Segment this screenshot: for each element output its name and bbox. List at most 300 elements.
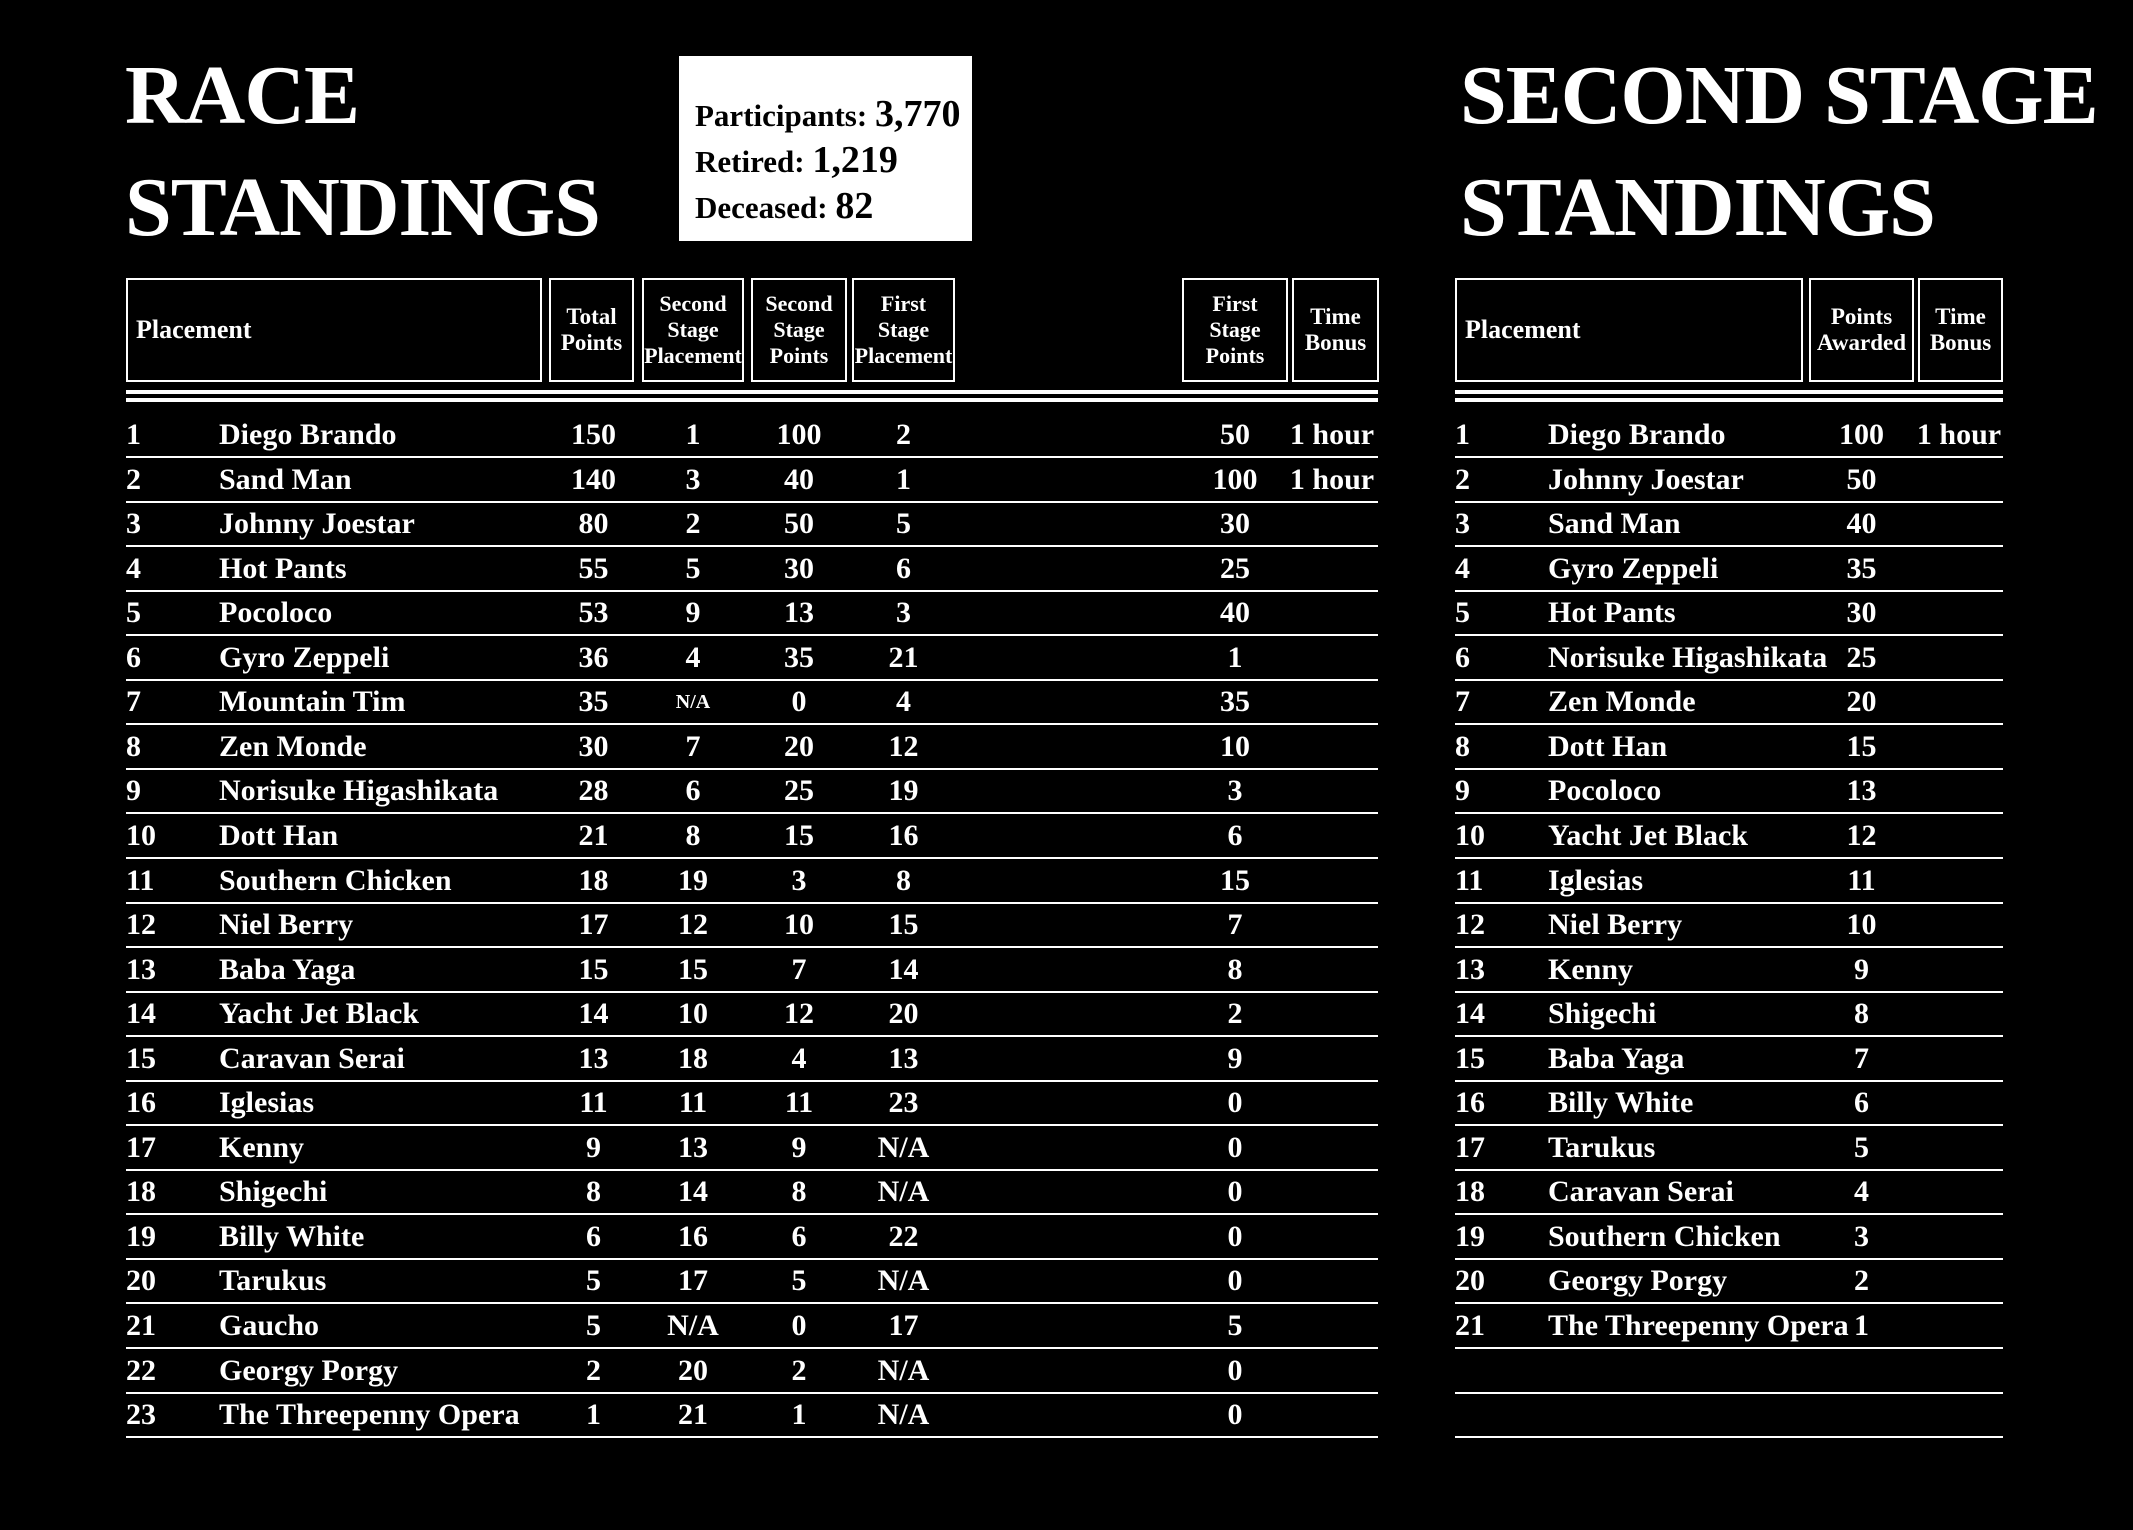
race-title-line-2: STANDINGS (125, 161, 600, 254)
second-stage-cell-time-bonus (1913, 1082, 2005, 1124)
race-cell-rank: 15 (126, 1041, 156, 1075)
second-stage-cell-name: Caravan Serai (1548, 1175, 1734, 1209)
race-cell-total-points: 5 (586, 1264, 601, 1298)
second-stage-cell-rank: 5 (1455, 596, 1470, 630)
race-table-row (126, 1127, 1378, 1171)
second-stage-cell-name: Baba Yaga (1548, 1041, 1685, 1075)
second-stage-cell-time-bonus: 1 hour (1916, 418, 2002, 451)
race-cell-second-stage-placement: 3 (685, 462, 701, 496)
race-cell-name: Yacht Jet Black (219, 997, 419, 1031)
race-cell-second-stage-points: 6 (791, 1219, 807, 1253)
race-cell-first-stage-points: 8 (1227, 952, 1243, 986)
race-cell-first-stage-points: 35 (1220, 685, 1250, 719)
race-cell-second-stage-placement: 16 (678, 1219, 708, 1253)
race-header-first-stage-placement: First Stage Placement (852, 278, 955, 382)
deceased-value: 82 (835, 185, 874, 227)
race-cell-time-bonus (1286, 1127, 1378, 1169)
race-cell-second-stage-points: 30 (784, 551, 814, 585)
race-cell-name: Gyro Zeppeli (219, 640, 390, 674)
second-stage-cell-name: Billy White (1548, 1086, 1694, 1120)
deceased-label: Deceased: (695, 190, 828, 225)
second-stage-cell-time-bonus (1913, 1260, 2005, 1302)
participants-stat (695, 92, 972, 138)
race-cell-rank: 2 (126, 462, 141, 496)
race-cell-name: Norisuke Higashikata (219, 774, 499, 808)
second-stage-table-row (1455, 414, 2003, 458)
race-table-row (126, 1038, 1378, 1082)
second-stage-cell-name: Tarukus (1548, 1130, 1656, 1164)
race-cell-first-stage-placement: 4 (896, 685, 911, 719)
race-cell-second-stage-points: 1 (791, 1398, 807, 1432)
second-stage-table-row (1455, 860, 2003, 904)
race-cell-first-stage-placement: 1 (896, 462, 911, 496)
race-cell-time-bonus (1286, 1305, 1378, 1347)
race-cell-time-bonus: 1 hour (1289, 462, 1375, 496)
race-header-time-bonus: Time Bonus (1292, 278, 1379, 382)
race-cell-rank: 10 (126, 818, 156, 852)
race-cell-rank: 9 (126, 774, 141, 808)
second-stage-cell-points-awarded: 7 (1854, 1041, 1869, 1075)
race-cell-rank: 3 (126, 507, 141, 541)
second-stage-table-row (1455, 548, 2003, 592)
race-cell-rank: 18 (126, 1175, 156, 1209)
second-stage-cell-rank (1455, 1350, 1535, 1392)
second-header-points-awarded: Points Awarded (1809, 278, 1914, 382)
second-stage-cell-rank: 2 (1455, 462, 1470, 496)
race-cell-second-stage-placement: N/A (675, 691, 711, 714)
race-cell-second-stage-points: 10 (784, 908, 814, 942)
race-table-row (126, 503, 1378, 547)
second-stage-cell-name: Shigechi (1548, 997, 1657, 1031)
race-cell-first-stage-placement: 15 (888, 908, 919, 942)
race-cell-name: Billy White (219, 1219, 365, 1253)
race-cell-second-stage-placement: 17 (678, 1264, 708, 1298)
race-cell-rank: 17 (126, 1130, 156, 1164)
race-cell-first-stage-placement: 14 (888, 952, 919, 986)
second-stage-cell-rank: 20 (1455, 1264, 1485, 1298)
race-table-row (126, 1350, 1378, 1394)
race-cell-second-stage-placement: 8 (685, 818, 701, 852)
race-cell-name: Mountain Tim (219, 685, 406, 719)
second-stage-cell-time-bonus (1913, 681, 2005, 723)
retired-stat (695, 138, 972, 184)
race-cell-total-points: 55 (578, 551, 609, 585)
race-cell-time-bonus (1286, 1216, 1378, 1258)
second-stage-cell-rank: 11 (1455, 863, 1484, 897)
second-stage-cell-name: Diego Brando (1548, 418, 1726, 451)
second-stage-cell-name: Hot Pants (1548, 596, 1676, 630)
second-stage-cell-time-bonus (1913, 592, 2005, 634)
race-cell-name: Dott Han (219, 818, 339, 852)
race-cell-total-points: 150 (571, 418, 616, 451)
race-cell-time-bonus (1286, 726, 1378, 768)
second-title-line-1: SECOND STAGE (1460, 49, 2098, 142)
race-cell-first-stage-placement: N/A (877, 1398, 930, 1432)
race-cell-second-stage-placement: 14 (678, 1175, 708, 1209)
race-cell-first-stage-points: 0 (1227, 1353, 1243, 1387)
second-stage-cell-points-awarded: 30 (1846, 596, 1877, 630)
race-cell-first-stage-points: 0 (1227, 1175, 1243, 1209)
second-stage-cell-rank: 21 (1455, 1309, 1485, 1342)
race-stats-box (679, 56, 972, 241)
race-cell-total-points: 18 (578, 863, 609, 897)
race-cell-second-stage-placement: 21 (678, 1398, 708, 1432)
race-cell-second-stage-points: 40 (784, 462, 814, 496)
second-stage-cell-name: Iglesias (1548, 863, 1644, 897)
race-cell-total-points: 80 (578, 507, 609, 541)
race-header-second-stage-points: Second Stage Points (751, 278, 847, 382)
second-stage-cell-points-awarded: 3 (1854, 1219, 1869, 1253)
race-cell-total-points: 30 (578, 729, 609, 763)
race-cell-second-stage-points: 25 (784, 774, 814, 808)
race-cell-second-stage-points: 0 (791, 1309, 807, 1342)
race-table-row (126, 1260, 1378, 1304)
race-cell-second-stage-points: 50 (784, 507, 814, 541)
second-stage-cell-rank (1455, 1394, 1535, 1436)
race-cell-second-stage-points: 11 (784, 1086, 814, 1120)
race-cell-name: Kenny (219, 1130, 305, 1164)
second-stage-cell-rank: 4 (1455, 551, 1470, 585)
race-cell-first-stage-points: 0 (1227, 1219, 1243, 1253)
race-cell-name: Zen Monde (219, 729, 367, 763)
second-stage-cell-time-bonus (1913, 1305, 2005, 1347)
race-cell-time-bonus (1286, 815, 1378, 857)
race-cell-total-points: 13 (578, 1041, 609, 1075)
race-cell-second-stage-points: 20 (784, 729, 814, 763)
race-cell-total-points: 2 (586, 1353, 601, 1387)
race-cell-first-stage-points: 15 (1220, 863, 1250, 897)
race-cell-first-stage-points: 5 (1227, 1309, 1243, 1342)
race-cell-total-points: 14 (578, 997, 609, 1031)
second-stage-cell-time-bonus (1913, 1038, 2005, 1080)
race-cell-name: Hot Pants (219, 551, 347, 585)
second-stage-table-row (1455, 681, 2003, 725)
race-cell-first-stage-points: 7 (1227, 908, 1243, 942)
race-cell-second-stage-placement: 9 (685, 596, 701, 630)
race-cell-first-stage-placement: 2 (896, 418, 911, 451)
race-cell-total-points: 11 (579, 1086, 608, 1120)
second-stage-cell-name: Zen Monde (1548, 685, 1696, 719)
race-cell-first-stage-placement: 5 (896, 507, 911, 541)
race-table-row (126, 592, 1378, 636)
second-stage-cell-name: Sand Man (1548, 507, 1681, 541)
race-cell-second-stage-placement: 10 (678, 997, 708, 1031)
race-cell-second-stage-placement: 1 (685, 418, 701, 451)
race-cell-name: Pocoloco (219, 596, 333, 630)
race-cell-first-stage-placement: N/A (877, 1353, 930, 1387)
second-stage-table-row (1455, 1305, 2003, 1349)
race-cell-name: Caravan Serai (219, 1041, 405, 1075)
race-table-row (126, 770, 1378, 814)
race-cell-first-stage-points: 9 (1227, 1041, 1243, 1075)
race-cell-second-stage-points: 12 (784, 997, 814, 1031)
second-stage-cell-time-bonus (1913, 1216, 2005, 1258)
race-cell-name: Georgy Porgy (219, 1353, 399, 1387)
race-cell-first-stage-placement: N/A (877, 1130, 930, 1164)
race-table-row (126, 681, 1378, 725)
race-table-row (126, 459, 1378, 503)
second-stage-cell-name: Norisuke Higashikata (1548, 640, 1828, 674)
race-cell-name: Southern Chicken (219, 863, 452, 897)
race-cell-first-stage-placement: 12 (888, 729, 919, 763)
second-stage-cell-time-bonus (1913, 949, 2005, 991)
race-cell-rank: 22 (126, 1353, 156, 1387)
deceased-stat (695, 184, 972, 230)
race-cell-first-stage-placement: 8 (896, 863, 911, 897)
race-table-row (126, 548, 1378, 592)
race-table-row (126, 904, 1378, 948)
race-cell-name: Sand Man (219, 462, 352, 496)
race-cell-second-stage-placement: 7 (685, 729, 701, 763)
race-cell-second-stage-points: 100 (776, 418, 822, 451)
second-stage-cell-time-bonus (1913, 815, 2005, 857)
second-header-placement: Placement (1455, 278, 1803, 382)
race-header-rule-top (126, 390, 1378, 394)
race-cell-name: Shigechi (219, 1175, 328, 1209)
race-cell-second-stage-placement: N/A (667, 1309, 719, 1342)
second-stage-cell-points-awarded: 5 (1854, 1130, 1869, 1164)
second-stage-cell-points-awarded: 11 (1847, 863, 1876, 897)
race-cell-rank: 11 (126, 863, 155, 897)
race-cell-second-stage-points: 0 (791, 685, 807, 719)
race-table-row (126, 1082, 1378, 1126)
race-header-total-points: Total Points (549, 278, 634, 382)
second-stage-cell-points-awarded: 4 (1854, 1175, 1869, 1209)
second-stage-cell-rank: 10 (1455, 818, 1485, 852)
race-cell-first-stage-points: 2 (1227, 997, 1243, 1031)
race-cell-first-stage-points: 0 (1227, 1086, 1243, 1120)
second-stage-cell-time-bonus (1913, 1350, 2005, 1392)
race-cell-first-stage-points: 30 (1220, 507, 1250, 541)
second-stage-cell-rank: 12 (1455, 908, 1485, 942)
race-cell-rank: 8 (126, 729, 141, 763)
second-stage-cell-rank: 17 (1455, 1130, 1485, 1164)
race-cell-time-bonus (1286, 548, 1378, 590)
race-title-line-1: RACE (125, 49, 360, 142)
race-cell-first-stage-placement: 21 (888, 640, 919, 674)
race-cell-second-stage-points: 13 (784, 596, 814, 630)
second-stage-cell-time-bonus (1913, 503, 2005, 545)
second-stage-table-row (1455, 1082, 2003, 1126)
race-cell-name: Diego Brando (219, 418, 397, 451)
second-stage-cell-points-awarded: 15 (1846, 729, 1877, 763)
race-cell-time-bonus (1286, 637, 1378, 679)
race-cell-total-points: 5 (586, 1309, 601, 1342)
second-stage-table-row (1455, 637, 2003, 681)
second-stage-table-row (1455, 770, 2003, 814)
race-cell-second-stage-placement: 4 (685, 640, 701, 674)
race-cell-time-bonus (1286, 1260, 1378, 1302)
race-cell-second-stage-placement: 5 (685, 551, 701, 585)
second-stage-table-row (1455, 1171, 2003, 1215)
second-stage-cell-time-bonus (1913, 904, 2005, 946)
second-stage-table-row (1455, 949, 2003, 993)
second-stage-table-row (1455, 1350, 2003, 1394)
race-cell-time-bonus (1286, 503, 1378, 545)
race-cell-time-bonus (1286, 592, 1378, 634)
race-cell-time-bonus (1286, 1350, 1378, 1392)
second-stage-table-row (1455, 904, 2003, 948)
race-cell-rank: 1 (126, 418, 141, 451)
second-stage-cell-time-bonus (1913, 770, 2005, 812)
race-table-row (126, 993, 1378, 1037)
race-header-placement: Placement (126, 278, 542, 382)
second-stage-table-row (1455, 1127, 2003, 1171)
race-cell-second-stage-points: 2 (791, 1353, 807, 1387)
race-cell-name: The Threepenny Opera (219, 1398, 520, 1432)
race-cell-first-stage-points: 6 (1227, 818, 1243, 852)
race-cell-first-stage-points: 1 (1227, 640, 1243, 674)
second-stage-cell-rank: 18 (1455, 1175, 1485, 1209)
race-cell-rank: 21 (126, 1309, 156, 1342)
race-cell-second-stage-placement: 11 (678, 1086, 708, 1120)
second-stage-cell-points-awarded (1809, 1350, 1914, 1392)
race-cell-first-stage-placement: 16 (888, 818, 919, 852)
race-cell-total-points: 28 (578, 774, 609, 808)
race-table-row (126, 1216, 1378, 1260)
second-stage-cell-rank: 16 (1455, 1086, 1485, 1120)
race-cell-rank: 19 (126, 1219, 156, 1253)
second-stage-cell-points-awarded: 8 (1854, 997, 1869, 1031)
race-table-row (126, 1171, 1378, 1215)
race-cell-time-bonus (1286, 1394, 1378, 1436)
race-cell-first-stage-placement: 23 (888, 1086, 919, 1120)
race-cell-second-stage-points: 4 (791, 1041, 807, 1075)
second-stage-cell-points-awarded: 12 (1846, 818, 1877, 852)
race-cell-time-bonus (1286, 904, 1378, 946)
race-cell-first-stage-placement: 22 (888, 1219, 919, 1253)
second-stage-cell-rank: 8 (1455, 729, 1470, 763)
second-stage-cell-time-bonus (1913, 993, 2005, 1035)
race-cell-total-points: 21 (578, 818, 609, 852)
second-stage-cell-rank: 15 (1455, 1041, 1485, 1075)
second-stage-cell-rank: 1 (1455, 418, 1470, 451)
second-stage-cell-rank: 14 (1455, 997, 1485, 1031)
second-stage-table-row (1455, 815, 2003, 859)
race-cell-first-stage-points: 3 (1227, 774, 1243, 808)
second-stage-table-row (1455, 1260, 2003, 1304)
race-cell-total-points: 1 (586, 1398, 601, 1432)
race-cell-second-stage-points: 3 (791, 863, 807, 897)
second-stage-cell-points-awarded: 25 (1846, 640, 1877, 674)
second-stage-cell-name: Pocoloco (1548, 774, 1662, 808)
second-stage-cell-time-bonus (1913, 1127, 2005, 1169)
second-stage-cell-points-awarded (1809, 1394, 1914, 1436)
second-stage-cell-name: The Threepenny Opera (1548, 1309, 1849, 1342)
second-stage-cell-name: Southern Chicken (1548, 1219, 1781, 1253)
second-stage-cell-points-awarded: 13 (1846, 774, 1877, 808)
retired-label: Retired: (695, 144, 805, 179)
second-stage-table-row (1455, 726, 2003, 770)
second-stage-cell-rank: 3 (1455, 507, 1470, 541)
race-cell-first-stage-placement: N/A (877, 1175, 930, 1209)
race-cell-second-stage-points: 5 (791, 1264, 807, 1298)
race-cell-time-bonus (1286, 770, 1378, 812)
race-cell-name: Gaucho (219, 1309, 320, 1342)
second-stage-cell-time-bonus (1913, 548, 2005, 590)
race-cell-time-bonus (1286, 681, 1378, 723)
second-stage-cell-points-awarded: 9 (1854, 952, 1869, 986)
second-header-time-bonus: Time Bonus (1918, 278, 2003, 382)
race-cell-total-points: 17 (578, 908, 609, 942)
race-cell-first-stage-points: 0 (1227, 1130, 1243, 1164)
race-cell-rank: 5 (126, 596, 141, 630)
second-stage-cell-points-awarded: 50 (1846, 462, 1877, 496)
race-cell-total-points: 140 (571, 462, 616, 496)
race-cell-first-stage-points: 0 (1227, 1264, 1243, 1298)
race-cell-total-points: 9 (586, 1130, 601, 1164)
race-cell-second-stage-placement: 12 (678, 908, 708, 942)
second-stage-table-row (1455, 459, 2003, 503)
race-cell-time-bonus (1286, 860, 1378, 902)
second-stage-cell-name: Kenny (1548, 952, 1634, 986)
second-title-line-2: STANDINGS (1460, 161, 1935, 254)
race-cell-total-points: 6 (586, 1219, 601, 1253)
second-stage-cell-points-awarded: 1 (1854, 1309, 1869, 1342)
second-stage-cell-time-bonus (1913, 726, 2005, 768)
race-cell-rank: 13 (126, 952, 156, 986)
race-cell-first-stage-points: 50 (1220, 418, 1250, 451)
race-cell-rank: 4 (126, 551, 141, 585)
race-table-row (126, 815, 1378, 859)
second-stage-cell-points-awarded: 35 (1846, 551, 1877, 585)
second-stage-cell-rank: 6 (1455, 640, 1470, 674)
second-stage-cell-points-awarded: 10 (1846, 908, 1877, 942)
second-stage-cell-name: Dott Han (1548, 729, 1668, 763)
second-stage-table-row (1455, 993, 2003, 1037)
race-cell-first-stage-placement: 17 (888, 1309, 919, 1342)
race-cell-rank: 6 (126, 640, 141, 674)
race-cell-total-points: 35 (578, 685, 609, 719)
second-stage-table-row (1455, 592, 2003, 636)
second-stage-cell-points-awarded: 6 (1854, 1086, 1869, 1120)
second-stage-table-row (1455, 1038, 2003, 1082)
second-stage-cell-points-awarded: 2 (1854, 1264, 1869, 1298)
race-cell-rank: 12 (126, 908, 156, 942)
second-stage-cell-time-bonus (1913, 860, 2005, 902)
second-stage-cell-time-bonus (1913, 637, 2005, 679)
race-cell-name: Tarukus (219, 1264, 327, 1298)
race-cell-second-stage-placement: 13 (678, 1130, 708, 1164)
race-cell-time-bonus (1286, 1038, 1378, 1080)
race-cell-rank: 20 (126, 1264, 156, 1298)
race-cell-first-stage-placement: 6 (896, 551, 911, 585)
race-cell-time-bonus (1286, 949, 1378, 991)
second-stage-cell-name: Yacht Jet Black (1548, 818, 1748, 852)
race-cell-first-stage-placement: 3 (896, 596, 911, 630)
race-cell-second-stage-placement: 20 (678, 1353, 708, 1387)
race-cell-second-stage-placement: 18 (678, 1041, 708, 1075)
race-cell-total-points: 8 (586, 1175, 601, 1209)
race-cell-first-stage-points: 100 (1212, 462, 1258, 496)
race-header-second-stage-placement: Second Stage Placement (642, 278, 744, 382)
race-cell-first-stage-points: 0 (1227, 1398, 1243, 1432)
race-cell-second-stage-points: 35 (784, 640, 814, 674)
race-table-row (126, 1394, 1378, 1438)
participants-value: 3,770 (874, 93, 961, 135)
race-cell-first-stage-points: 10 (1220, 729, 1250, 763)
second-stage-standings-title (1460, 40, 2098, 264)
race-cell-first-stage-placement: 20 (888, 997, 919, 1031)
race-cell-second-stage-placement: 15 (678, 952, 708, 986)
race-header-first-stage-points: First Stage Points (1182, 278, 1288, 382)
second-stage-cell-rank: 7 (1455, 685, 1470, 719)
second-stage-table-row (1455, 503, 2003, 547)
race-cell-total-points: 53 (578, 596, 609, 630)
second-stage-cell-rank: 9 (1455, 774, 1470, 808)
race-cell-second-stage-placement: 2 (685, 507, 701, 541)
second-stage-table-row (1455, 1216, 2003, 1260)
